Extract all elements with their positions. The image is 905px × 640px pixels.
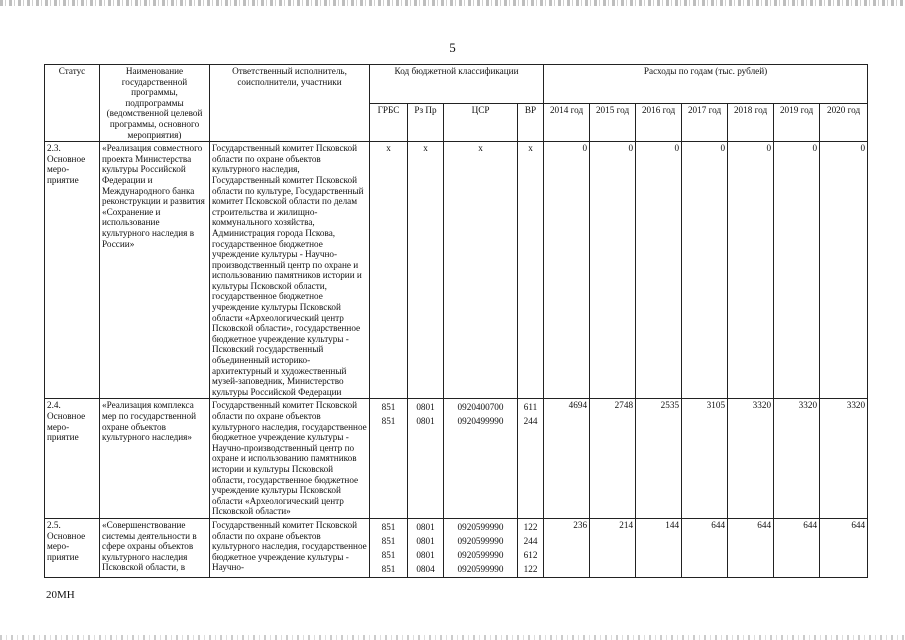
- header-status: Статус: [45, 65, 100, 142]
- code-value: 612: [523, 549, 538, 560]
- code-value: х: [528, 143, 533, 154]
- row-rzpr: [408, 518, 444, 577]
- code-value: 0801: [416, 521, 435, 532]
- row-responsible: Государственный комитет Псковской области по охране объектов культурного наследия, Государственный комитет Псковской области по культуре, Государственный комитет Псковской области по делам строительства и жилищно-коммунального хозяйства, Администрация города Пскова, государственное бюджетное учреждение культуры - Научно-производственный центр по охране и использованию памятников истории и культуры Псковской области, государственное бюджетное учреждение культуры Псковской области «Археологический центр Псковской области», государственное бюджетное учреждение культуры - Псковский государственный объединенный историко-архитектурный и художественный музей-заповедник, Министерство культуры Российской Федерации: [210, 142, 370, 399]
- code-value: 0920599990: [457, 563, 504, 574]
- row-status: 2.4. Основное меро- приятие: [45, 399, 100, 519]
- code-value: 0804: [416, 563, 435, 574]
- header-year-2014: 2014 год: [544, 103, 590, 142]
- value-2016: 144: [636, 518, 682, 577]
- value-2020: 3320: [820, 399, 868, 519]
- value-2020: 0: [820, 142, 868, 399]
- value-2016: 2535: [636, 399, 682, 519]
- value-2018: 0: [728, 142, 774, 399]
- row-csr: [444, 518, 518, 577]
- code-value: 851: [381, 416, 396, 427]
- header-year-2019: 2019 год: [774, 103, 820, 142]
- code-value: 0801: [416, 402, 435, 413]
- code-value: 0920599990: [457, 521, 504, 532]
- value-2014: 4694: [544, 399, 590, 519]
- value-2014: 0: [544, 142, 590, 399]
- code-value: 122: [523, 521, 538, 532]
- value-2017: 3105: [682, 399, 728, 519]
- value-2019: 644: [774, 518, 820, 577]
- value-2018: 3320: [728, 399, 774, 519]
- code-value: 0801: [416, 549, 435, 560]
- code-value: 0920400700: [457, 402, 504, 413]
- value-2015: 214: [590, 518, 636, 577]
- header-year-2018: 2018 год: [728, 103, 774, 142]
- code-value: 851: [381, 402, 396, 413]
- value-2015: 0: [590, 142, 636, 399]
- row-csr: [444, 142, 518, 399]
- header-budget-code: Код бюджетной классификации: [370, 65, 544, 104]
- row-grbs: [370, 399, 408, 519]
- code-value: х: [423, 143, 428, 154]
- code-value: х: [386, 143, 391, 154]
- header-expenses: Расходы по годам (тыс. рублей): [544, 65, 868, 104]
- header-name: Наименование государственной программы, подпрограммы (ведомственной целевой программы, основного мероприятия): [100, 65, 210, 142]
- page-number: 5: [449, 40, 456, 55]
- table-row: [45, 399, 868, 519]
- value-2017: 0: [682, 142, 728, 399]
- header-row-1: [45, 65, 868, 104]
- row-vr: [518, 399, 544, 519]
- code-value: 0920599990: [457, 535, 504, 546]
- row-grbs: [370, 518, 408, 577]
- value-2017: 644: [682, 518, 728, 577]
- header-responsible: Ответственный исполнитель, соисполнители, участники: [210, 65, 370, 142]
- row-rzpr: [408, 142, 444, 399]
- row-grbs: [370, 142, 408, 399]
- row-status: 2.5. Основное меро- приятие: [45, 518, 100, 577]
- row-responsible: Государственный комитет Псковской области по охране объектов культурного наследия, государственное бюджетное учреждение культуры - Научно-: [210, 518, 370, 577]
- header-csr: ЦСР: [444, 103, 518, 142]
- header-year-2015: 2015 год: [590, 103, 636, 142]
- table-row: [45, 518, 868, 577]
- code-value: х: [478, 143, 483, 154]
- code-value: 851: [381, 535, 396, 546]
- code-value: 851: [381, 521, 396, 532]
- row-vr: [518, 518, 544, 577]
- value-2019: 0: [774, 142, 820, 399]
- code-value: 611: [523, 402, 538, 413]
- value-2018: 644: [728, 518, 774, 577]
- row-vr: [518, 142, 544, 399]
- row-name: «Совершенствование системы деятельности в сфере охраны объектов культурного наследия Псковской области, в: [100, 518, 210, 577]
- code-value: 0920599990: [457, 549, 504, 560]
- scan-edge-top: [0, 0, 905, 6]
- code-value: 0920499990: [457, 416, 504, 427]
- header-rzpr: Рз Пр: [408, 103, 444, 142]
- scan-edge-bottom: [0, 635, 905, 640]
- row-status: 2.3. Основное меро- приятие: [45, 142, 100, 399]
- table-row: [45, 142, 868, 399]
- header-grbs: ГРБС: [370, 103, 408, 142]
- row-name: «Реализация комплекса мер по государственной охране объектов культурного наследия»: [100, 399, 210, 519]
- header-year-2016: 2016 год: [636, 103, 682, 142]
- code-value: 851: [381, 563, 396, 574]
- footer-code: 20МН: [46, 589, 75, 601]
- code-value: 244: [523, 535, 538, 546]
- header-year-2020: 2020 год: [820, 103, 868, 142]
- header-vr: ВР: [518, 103, 544, 142]
- value-2020: 644: [820, 518, 868, 577]
- value-2015: 2748: [590, 399, 636, 519]
- value-2019: 3320: [774, 399, 820, 519]
- row-rzpr: [408, 399, 444, 519]
- code-value: 0801: [416, 416, 435, 427]
- code-value: 0801: [416, 535, 435, 546]
- value-2014: 236: [544, 518, 590, 577]
- value-2016: 0: [636, 142, 682, 399]
- header-year-2017: 2017 год: [682, 103, 728, 142]
- code-value: 244: [523, 416, 538, 427]
- code-value: 122: [523, 563, 538, 574]
- budget-table: [44, 64, 868, 578]
- row-name: «Реализация совместного проекта Министерства культуры Российской Федерации и Международного банка реконструкции и развития «Сохранение и использование культурного наследия в России»: [100, 142, 210, 399]
- row-responsible: Государственный комитет Псковской области по охране объектов культурного наследия, государственное бюджетное учреждение культуры - Научно-производственный центр по охране и использованию памятников истории и культуры Псковской области, государственное бюджетное учреждение культуры Псковской области «Археологический центр Псковской области»: [210, 399, 370, 519]
- row-csr: [444, 399, 518, 519]
- code-value: 851: [381, 549, 396, 560]
